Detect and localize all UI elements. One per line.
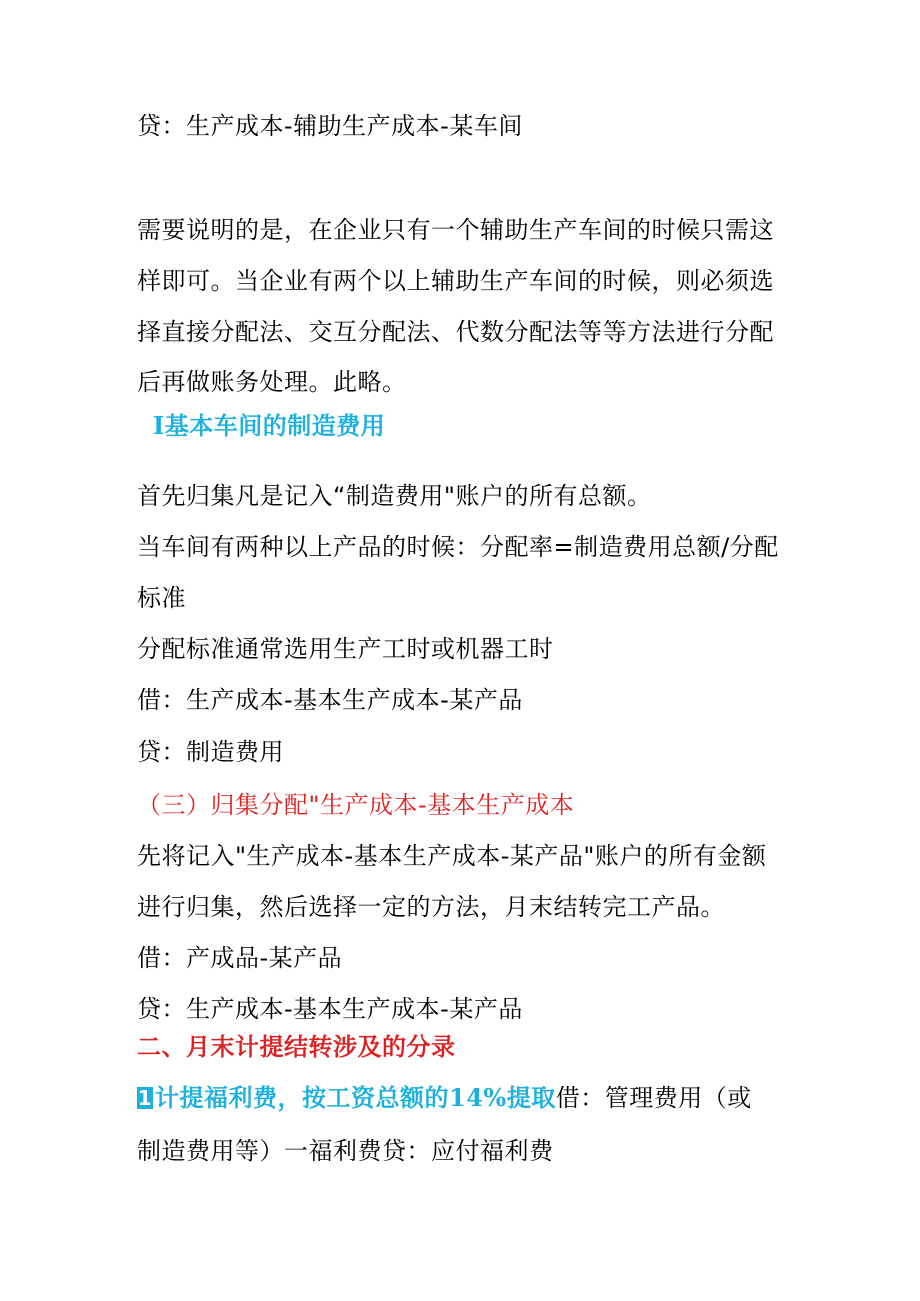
- paragraph-line: 需要说明的是，在企业只有一个辅助生产车间的时候只需这: [137, 216, 774, 244]
- journal-entry-credit: 贷：生产成本-基本生产成本-某产品: [137, 995, 523, 1023]
- paragraph-line: 样即可。当企业有两个以上辅助生产车间的时候，则必须选: [137, 267, 774, 295]
- paragraph-line: 先将记入"生产成本-基本生产成本-某产品"账户的所有金额: [137, 842, 767, 870]
- section-heading: I基本车间的制造费用: [153, 411, 386, 440]
- item-title: 计提福利费，按工资总额的14%提取: [155, 1083, 556, 1112]
- paragraph-line: 制造费用等）一福利费贷：应付福利费: [137, 1137, 554, 1165]
- paragraph-line: 择直接分配法、交互分配法、代数分配法等等方法进行分配: [137, 318, 774, 346]
- paragraph-line: 分配标准通常选用生产工时或机器工时: [137, 635, 554, 663]
- paragraph-line: 进行归集，然后选择一定的方法，月末结转完工产品。: [137, 893, 725, 921]
- numbered-heading-line: [137, 1082, 797, 1114]
- paragraph-line: 首先归集凡是记入“制造费用"账户的所有总额。: [137, 482, 652, 510]
- paragraph-line: 当车间有两种以上产品的时候：分配率=制造费用总额/分配: [137, 533, 779, 561]
- journal-entry-debit: 借：生产成本-基本生产成本-某产品: [137, 686, 523, 714]
- journal-entry-credit: 贷：制造费用: [137, 738, 284, 766]
- item-text: 借：管理费用（或: [555, 1084, 752, 1112]
- paragraph-line: 贷：生产成本-辅助生产成本-某车间: [137, 112, 523, 140]
- list-number-badge: 1: [137, 1086, 153, 1110]
- journal-entry-debit: 借：产成品-某产品: [137, 944, 343, 972]
- chapter-heading: 二、月末计提结转涉及的分录: [137, 1033, 456, 1061]
- paragraph-line: 后再做账务处理。此略。: [137, 368, 407, 396]
- section-heading: （三）归集分配"生产成本-基本生产成本: [137, 791, 575, 819]
- paragraph-line: 标准: [137, 584, 186, 612]
